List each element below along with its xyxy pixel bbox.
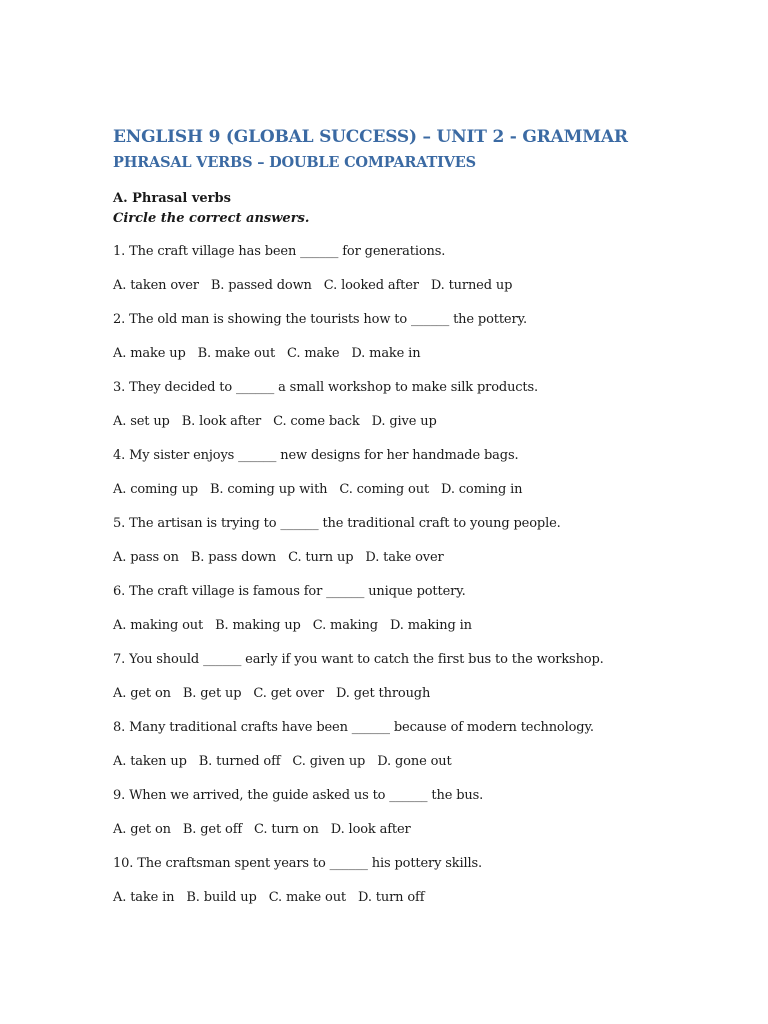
question-item xyxy=(113,651,733,703)
answer-options xyxy=(113,413,733,431)
answer-option[interactable]: B. get off xyxy=(182,822,243,837)
answer-option[interactable]: A. set up xyxy=(113,414,170,429)
answer-option[interactable]: A. taken up xyxy=(113,754,187,769)
question-stem: 6. The craft village is famous for ______ unique pottery. xyxy=(113,584,466,599)
answer-option[interactable]: D. turned up xyxy=(430,278,513,293)
question-item xyxy=(113,787,733,839)
answer-option[interactable]: A. pass on xyxy=(113,550,179,565)
question-stem: 4. My sister enjoys ______ new designs for her handmade bags. xyxy=(113,448,519,463)
question-stem: 8. Many traditional crafts have been ______ because of modern technology. xyxy=(113,720,594,735)
answer-option[interactable]: B. turned off xyxy=(198,754,281,769)
answer-option[interactable]: B. get up xyxy=(182,686,242,701)
answer-option[interactable]: C. come back xyxy=(273,414,360,429)
question-stem: 10. The craftsman spent years to ______ his pottery skills. xyxy=(113,856,483,871)
worksheet-page xyxy=(113,126,733,907)
answer-option[interactable]: B. look after xyxy=(181,414,262,429)
question-item xyxy=(113,447,733,499)
question-item xyxy=(113,379,733,431)
answer-option[interactable]: A. taken over xyxy=(113,278,199,293)
question-item xyxy=(113,243,733,295)
question-stem: 9. When we arrived, the guide asked us to ______ the bus. xyxy=(113,788,484,803)
answer-options xyxy=(113,821,733,839)
answer-option[interactable]: A. making out xyxy=(113,618,204,633)
answer-option[interactable]: C. turn up xyxy=(288,550,354,565)
question-stem: 1. The craft village has been ______ for generations. xyxy=(113,244,446,259)
answer-option[interactable]: D. give up xyxy=(371,414,437,429)
question-stem: 5. The artisan is trying to ______ the traditional craft to young people. xyxy=(113,516,561,531)
answer-option[interactable]: D. gone out xyxy=(377,754,452,769)
answer-option[interactable]: D. get through xyxy=(335,686,431,701)
question-item xyxy=(113,311,733,363)
answer-option[interactable]: A. get on xyxy=(113,822,171,837)
question-stem: 7. You should ______ early if you want to catch the first bus to the workshop. xyxy=(113,652,604,667)
answer-option[interactable]: C. making xyxy=(312,618,378,633)
answer-options xyxy=(113,481,733,499)
answer-option[interactable]: C. looked after xyxy=(323,278,419,293)
answer-option[interactable]: C. make out xyxy=(268,890,347,905)
instruction-text: Circle the correct answers. xyxy=(113,211,310,226)
question-item xyxy=(113,855,733,907)
answer-option[interactable]: B. build up xyxy=(186,890,257,905)
question-item xyxy=(113,515,733,567)
answer-option[interactable]: C. make xyxy=(287,346,340,361)
answer-option[interactable]: A. take in xyxy=(113,890,175,905)
answer-option[interactable]: A. get on xyxy=(113,686,171,701)
answer-option[interactable]: A. make up xyxy=(113,346,186,361)
answer-option[interactable]: D. making in xyxy=(389,618,472,633)
answer-option[interactable]: D. look after xyxy=(330,822,411,837)
answer-option[interactable]: B. coming up with xyxy=(209,482,328,497)
answer-options xyxy=(113,685,733,703)
answer-option[interactable]: B. make out xyxy=(197,346,276,361)
answer-option[interactable]: D. take over xyxy=(365,550,444,565)
question-stem: 2. The old man is showing the tourists how to ______ the pottery. xyxy=(113,312,527,327)
answer-option[interactable]: B. making up xyxy=(215,618,301,633)
answer-options xyxy=(113,345,733,363)
answer-options xyxy=(113,549,733,567)
answer-option[interactable]: C. given up xyxy=(292,754,366,769)
answer-options xyxy=(113,277,733,295)
answer-option[interactable]: D. coming in xyxy=(441,482,523,497)
question-item xyxy=(113,719,733,771)
page-subtitle: PHRASAL VERBS – DOUBLE COMPARATIVES xyxy=(113,154,476,171)
answer-options xyxy=(113,753,733,771)
answer-option[interactable]: D. turn off xyxy=(358,890,425,905)
page-title: ENGLISH 9 (GLOBAL SUCCESS) – UNIT 2 - GRAMMAR xyxy=(113,127,628,147)
answer-options xyxy=(113,617,733,635)
section-heading: A. Phrasal verbs xyxy=(113,191,231,206)
question-item xyxy=(113,583,733,635)
answer-option[interactable]: D. make in xyxy=(351,346,421,361)
answer-option[interactable]: B. passed down xyxy=(210,278,312,293)
answer-options xyxy=(113,889,733,907)
question-stem: 3. They decided to ______ a small workshop to make silk products. xyxy=(113,380,539,395)
answer-option[interactable]: C. coming out xyxy=(339,482,430,497)
answer-option[interactable]: A. coming up xyxy=(113,482,198,497)
answer-option[interactable]: C. get over xyxy=(253,686,324,701)
question-list xyxy=(113,243,733,907)
answer-option[interactable]: B. pass down xyxy=(190,550,277,565)
answer-option[interactable]: C. turn on xyxy=(254,822,319,837)
